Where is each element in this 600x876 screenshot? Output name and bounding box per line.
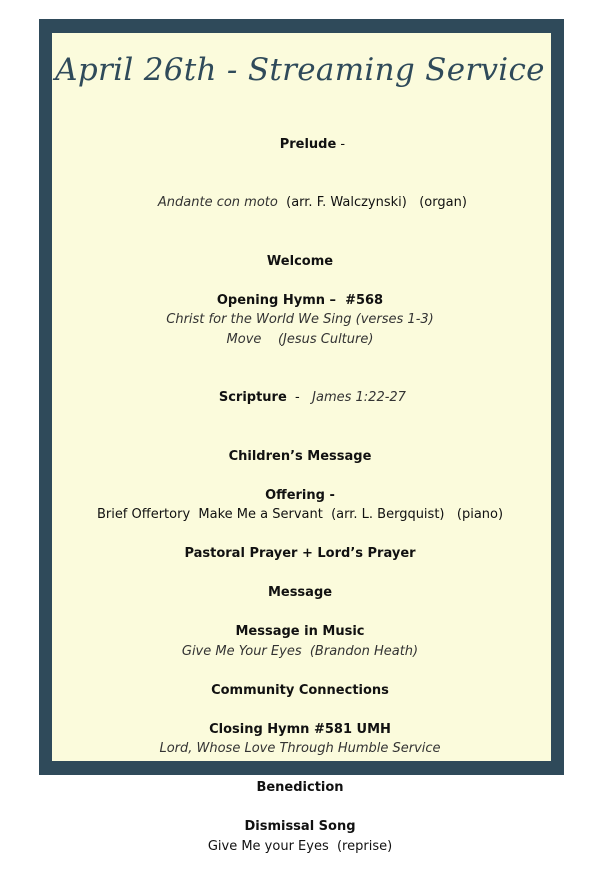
prayer-section: [0, 544, 600, 564]
welcome-heading: Welcome: [266, 253, 334, 269]
dismissal-line-1: Give Me your Eyes (reprise): [207, 838, 393, 854]
message-section: [0, 583, 600, 603]
prelude-detail: (arr. F. Walczynski) (organ): [277, 195, 467, 210]
message-in-music-section: [0, 622, 600, 661]
closing-hymn-heading: Closing Hymn #581 UMH: [209, 721, 391, 737]
prelude-dash: -: [336, 136, 346, 152]
community-heading: Community Connections: [211, 682, 389, 698]
opening-hymn-section: [0, 291, 600, 350]
prelude-heading: Prelude: [279, 136, 337, 152]
community-section: [0, 681, 600, 701]
closing-hymn-section: [0, 720, 600, 759]
scripture-heading: Scripture: [218, 390, 287, 405]
page-title: April 26th - Streaming Service: [55, 52, 545, 88]
offering-line-1: Brief Offertory Make Me a Servant (arr. L. Bergquist) (piano): [96, 507, 504, 522]
closing-hymn-line-1: Lord, Whose Love Through Humble Service: [159, 741, 441, 756]
dismissal-section: [0, 817, 600, 856]
benediction-section: [0, 778, 600, 798]
scripture-section: [0, 369, 600, 428]
prelude-section: [0, 115, 600, 232]
message-in-music-heading: Message in Music: [235, 624, 365, 639]
scripture-dash: -: [286, 390, 313, 405]
prayer-heading: Pastoral Prayer + Lord’s Prayer: [184, 546, 416, 561]
message-in-music-line-1: Give Me Your Eyes (Brandon Heath): [181, 643, 419, 659]
offering-section: [0, 486, 600, 525]
prelude-piece: Andante con moto: [157, 195, 278, 210]
offering-heading: Offering -: [265, 487, 335, 503]
message-heading: Message: [267, 585, 333, 600]
order-of-service: [0, 115, 600, 876]
opening-hymn-heading: Opening Hymn – #568: [216, 292, 384, 308]
childrens-message-heading: Children’s Message: [228, 448, 372, 464]
opening-hymn-line-2: Move (Jesus Culture): [226, 331, 374, 347]
scripture-reference: James 1:22-27: [312, 390, 406, 405]
dismissal-heading: Dismissal Song: [244, 819, 356, 834]
childrens-message-section: [0, 447, 600, 467]
benediction-heading: Benediction: [256, 780, 344, 795]
opening-hymn-line-1: Christ for the World We Sing (verses 1-3): [166, 312, 434, 327]
welcome-section: [0, 252, 600, 272]
